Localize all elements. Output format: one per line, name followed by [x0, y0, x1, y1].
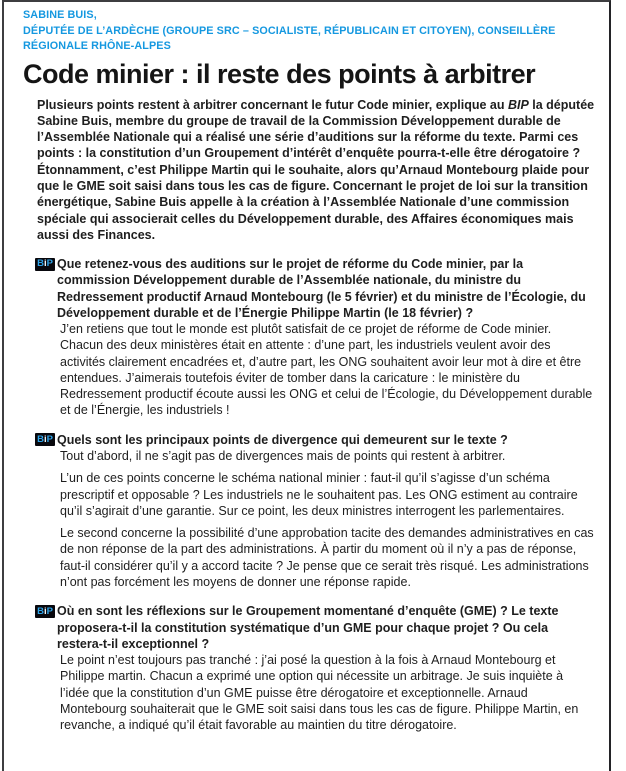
article-page	[2, 0, 611, 771]
question-text: Où en sont les réflexions sur le Groupement momentané d’enquête (GME) ? Le texte proposera-t-il la constitution systématique d’un GME pour chaque projet ? Ou cela restera-t-il exceptionnel ?	[57, 604, 559, 651]
answer	[57, 652, 595, 733]
bip-publication-name: BIP	[507, 97, 529, 112]
bip-logo-icon: B i P	[35, 258, 55, 271]
question-text: Que retenez-vous des auditions sur le projet de réforme du Code minier, par la commission Développement durable de l’Assemblée nationale, du ministre du Redressement productif Arnaud Montebourg (le 5 février) et du ministre de l’Écologie, du Développement durable et de l’Énergie Philippe Martin (le 18 février) ?	[57, 257, 586, 320]
qa-block-1	[23, 256, 595, 419]
qa-block-2	[23, 432, 595, 591]
page-title: Code minier : il reste des points à arbitrer	[23, 58, 536, 89]
article-header	[23, 8, 601, 90]
answer-paragraph: L’un de ces points concerne le schéma national minier : faut-il qu’il s’agisse d’un schéma prescriptif et opposable ? Les industriels ne le souhaitent pas. Les ONG estiment au contraire qu’il s’agirait d’une garantie. Sur ce point, les deux ministres interrogent les parlementaires.	[60, 471, 578, 518]
intro-text-part1: Plusieurs points restent à arbitrer concernant le futur Code minier, explique au	[37, 97, 508, 112]
question-text: Quels sont les principaux points de divergence qui demeurent sur le texte ?	[57, 432, 508, 447]
kicker-line-role: DÉPUTÉE DE L’ARDÈCHE (GROUPE SRC – SOCIALISTE, RÉPUBLICAIN ET CITOYEN), CONSEILLÈRE RÉGIONALE RHÔNE-ALPES	[23, 24, 556, 52]
answer-paragraph: Le point n’est toujours pas tranché : j’ai posé la question à la fois à Arnaud Montebourg et Philippe martin. Chacun a exprimé une option qui nécessite un arbitrage. Je suis inquiète à l’idée que la constitution d’un GME puisse être dérogatoire et exceptionnelle. Arnaud Montebourg souhaiterait que le GME soit saisi dans tous les cas de figure. Philippe Martin, en revanche, a indiqué qu’il était favorable au maintien du titre dérogatoire.	[60, 652, 579, 733]
intro-paragraph	[37, 97, 595, 244]
kicker-line-name: SABINE BUIS,	[23, 9, 97, 21]
bip-logo-icon: B i P	[35, 605, 55, 618]
answer-paragraph: J’en retiens que tout le monde est plutôt satisfait de ce projet de réforme de Code minier. Chacun des deux ministères était en attente : d’une part, les industriels veulent avoir des activités clairement encadrées et, d’autre part, les ONG souhaitent avoir leur mot à dire et être entendues. J’aimerais toutefois éviter de tomber dans la caricature : le ministère du Redressement productif écoute aussi les ONG et celui de l’Écologie, du Développement durable et de l’Énergie, les industriels !	[60, 321, 593, 418]
answer-paragraph: Le second concerne la possibilité d’une approbation tacite des demandes administratives en cas de non réponse de la part des administrations. À partir du moment où il n’y a pas de réponse, faut-il considérer qu’il y a accord tacite ? Je pense que ce serait très risqué. Les administrations n’ont pas forcément les moyens de donner une réponse rapide.	[60, 526, 594, 590]
answer	[57, 321, 595, 419]
answer	[57, 448, 595, 590]
kicker	[23, 8, 601, 55]
qa-block-3	[23, 603, 595, 733]
bip-logo-icon: B i P	[35, 433, 55, 446]
intro-text-part2: la députée Sabine Buis, membre du groupe de travail de la Commission Développement durable de l’Assemblée Nationale qui a réalisé une série d’auditions sur la réforme du texte. Parmi ces points : la constitution d’un Groupement d’intérêt d’enquête pourra-t-elle être dérogatoire ? Étonnamment, c’est Philippe Martin qui le souhaite, alors qu’Arnaud Montebourg plaide pour que le GME soit saisi dans tous les cas de figure. Concernant le projet de loi sur la transition énergétique, Sabine Buis appelle à la création à l’Assemblée Nationale d’une commission spéciale qui associerait celles du Développement durable, des Affaires économiques mais aussi des Finances.	[37, 97, 595, 242]
answer-paragraph: Tout d’abord, il ne s’agit pas de divergences mais de points qui restent à arbitrer.	[60, 448, 506, 463]
